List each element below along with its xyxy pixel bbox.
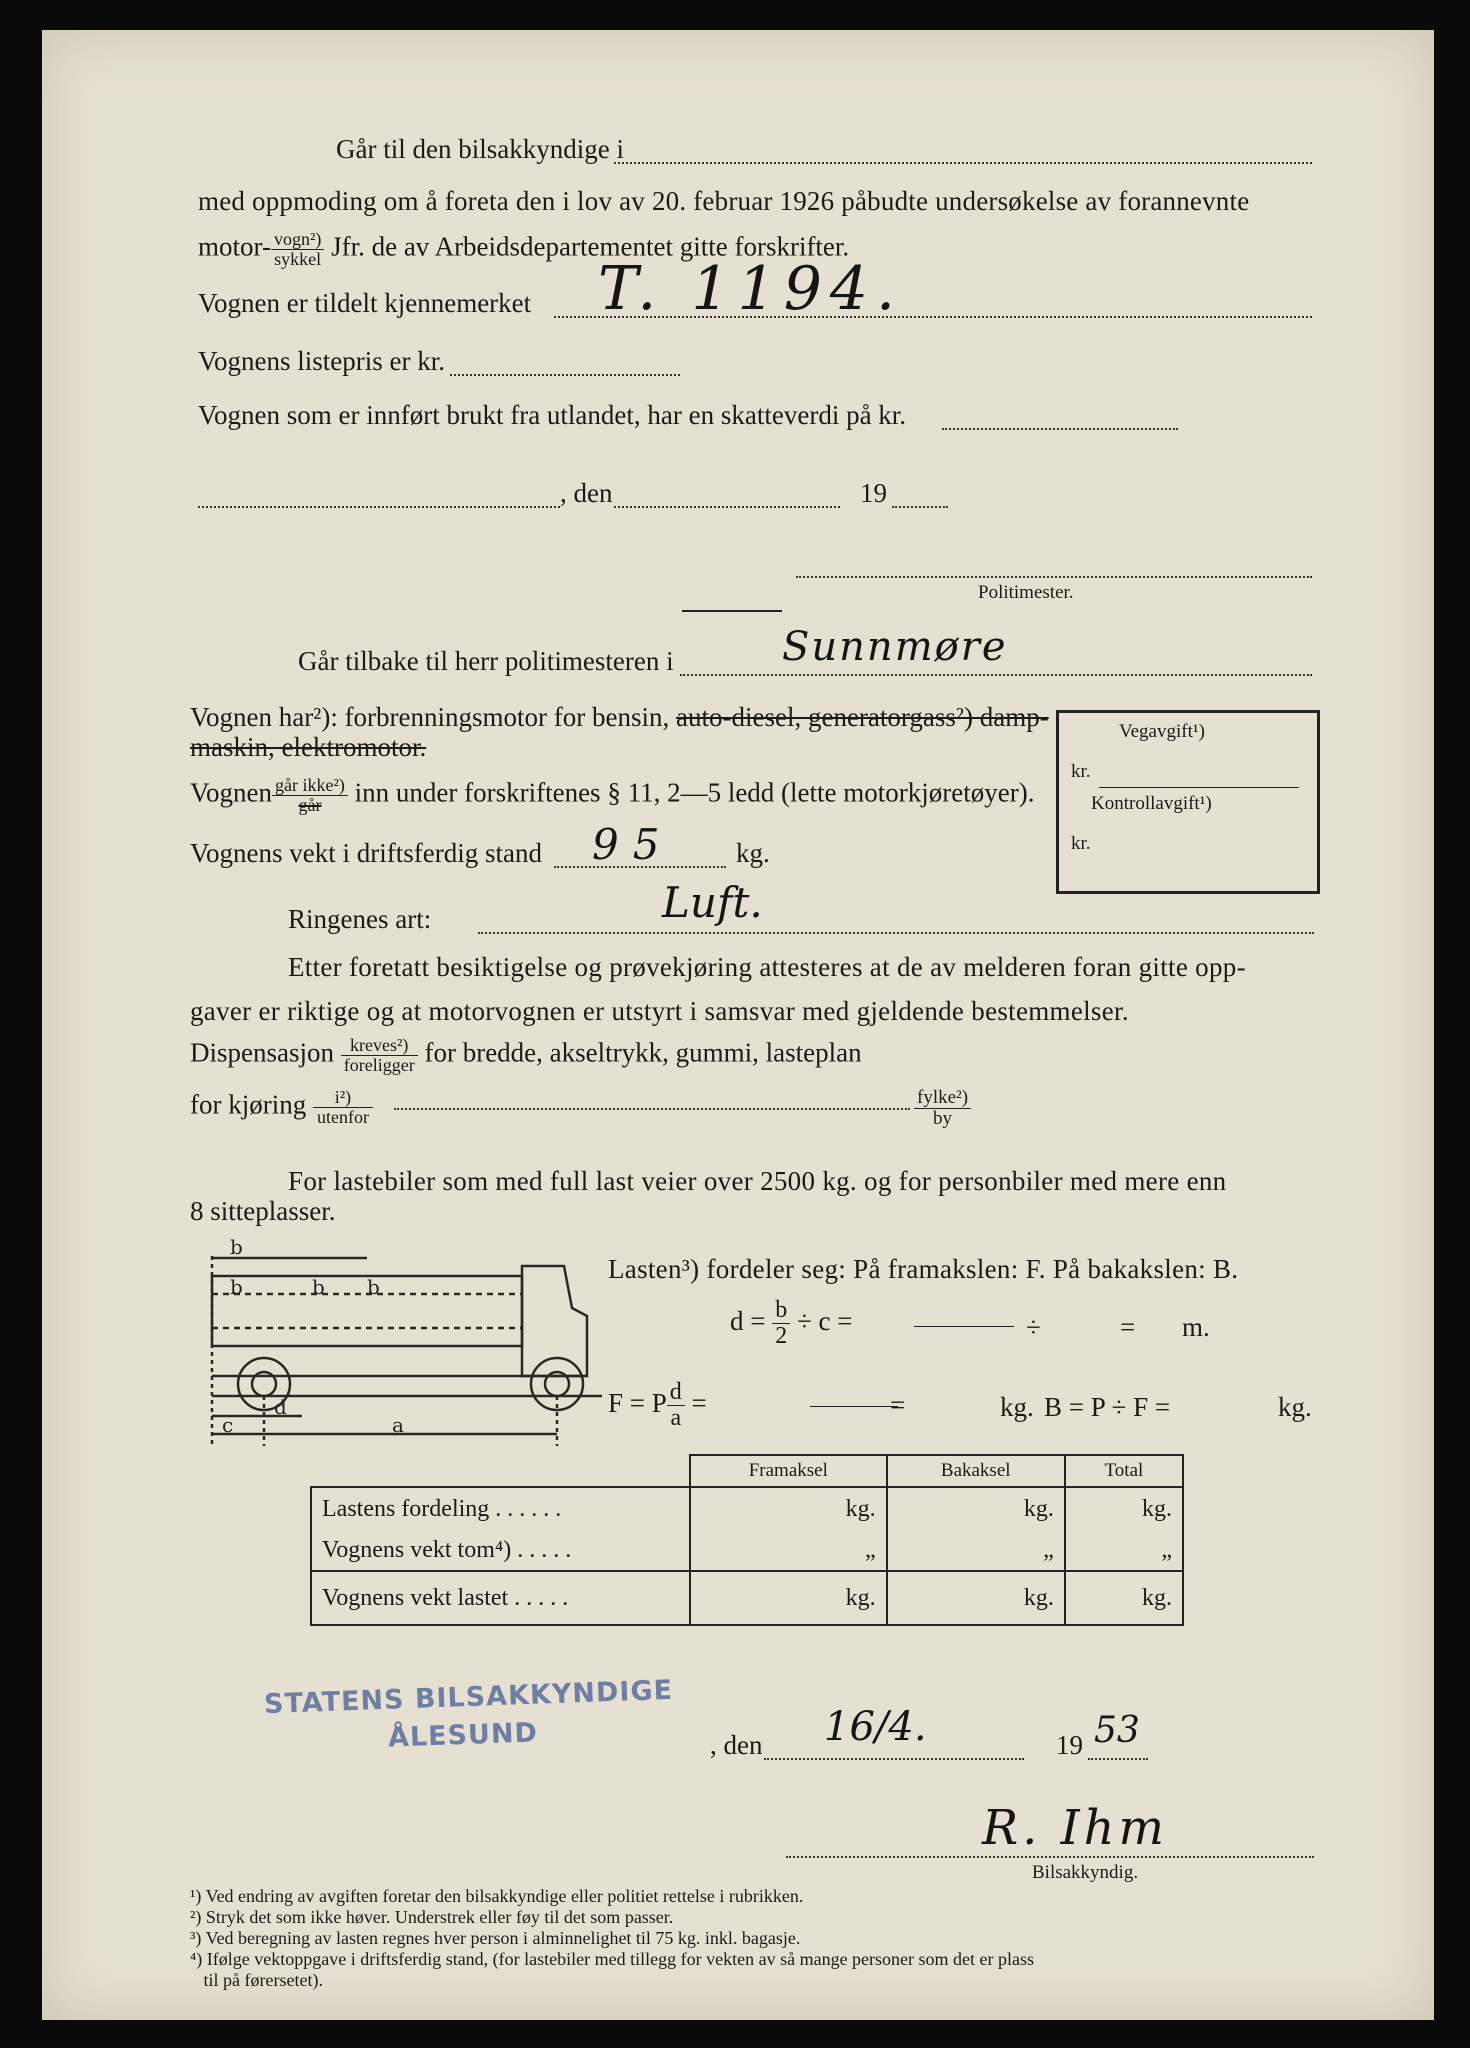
- disp-line: [190, 1036, 862, 1075]
- fill-line-signature: [786, 1856, 1314, 1858]
- gar-rest: inn under forskriftenes § 11, 2—5 ledd (lette motorkjøretøyer).: [354, 777, 1035, 808]
- fill-line-date-2: [764, 1758, 1024, 1760]
- kjoring-num: i²): [313, 1088, 373, 1108]
- fill-line-politimester-sign: [796, 576, 1312, 578]
- politimester-caption: Politimester.: [978, 582, 1074, 603]
- gar-prefix: Vognen: [190, 777, 273, 808]
- motor-den: sykkel: [274, 248, 322, 269]
- signature: R. Ihm: [982, 1800, 1169, 1856]
- table-row-label: Vognens vekt lastet . . . . .: [311, 1571, 690, 1625]
- footnote-4: ⁴) Ifølge vektoppgave i driftsferdig stand, (for lastebiler med tillegg for vekten av så mange personer som det er plass: [190, 1949, 1035, 1969]
- kontrollavgift-kr: kr.: [1071, 833, 1091, 854]
- lasten-line: Lasten³) fordeler seg: På framakslen: F. På bakakslen: B.: [608, 1254, 1239, 1284]
- footnote-2: ²) Stryk det som ikke høver. Understrek eller føy til det som passer.: [190, 1907, 674, 1927]
- fill-line-year: [892, 506, 948, 508]
- diagram-label-b-half-3: b: [367, 1275, 380, 1299]
- disp-label: Dispensasjon: [190, 1037, 334, 1068]
- kjoring-fraction: [313, 1088, 373, 1127]
- fylke-fraction: [914, 1088, 971, 1129]
- table-row-label: Lastens fordeling . . . . . .: [311, 1487, 690, 1531]
- fill-line-listepris: [450, 374, 680, 376]
- fill-line-tilbake: [680, 674, 1312, 676]
- separator: [682, 610, 782, 612]
- table-row-label: Vognens vekt tom⁴) . . . . .: [311, 1531, 690, 1571]
- formula-d-post: ÷ c =: [796, 1305, 853, 1336]
- formula-d-over-a: [667, 1380, 685, 1431]
- den-label-1: , den: [560, 478, 613, 508]
- truck-cab: [522, 1266, 587, 1376]
- skatteverdi-label: Vognen som er innført brukt fra utlandet, har en skatteverdi på kr.: [198, 400, 907, 430]
- motor-fraction: [271, 230, 324, 269]
- formula-b-over-2: [772, 1298, 790, 1349]
- fill-line-place: [198, 506, 560, 508]
- diagram-label-c: c: [222, 1413, 234, 1437]
- table-header-blank: [311, 1455, 690, 1487]
- formula-b-kg: kg.: [1278, 1392, 1312, 1422]
- har-line-1: [190, 702, 1049, 733]
- diagram-label-b-top: b: [230, 1236, 243, 1259]
- table-cell: kg.: [690, 1487, 887, 1531]
- formula-d-eq: =: [1120, 1312, 1136, 1342]
- kjennemerke-value: T. 1194.: [598, 254, 904, 324]
- fill-line-skatteverdi: [942, 428, 1178, 430]
- ring-label: Ringenes art:: [288, 904, 432, 934]
- formula-f-eq: =: [691, 1387, 707, 1418]
- front-wheel: [531, 1358, 583, 1410]
- fill-line-kjoring: [394, 1108, 910, 1110]
- formula-d-blank-1: [914, 1326, 1014, 1327]
- truck-diagram: [192, 1236, 632, 1456]
- ring-value: Luft.: [662, 878, 763, 927]
- attest-line-2: gaver er riktige og at motorvognen er utstyrt i samsvar med gjeldende bestemmelser.: [190, 996, 1129, 1026]
- motor-num: vogn²): [271, 230, 324, 250]
- table-header-bakaksel: Bakaksel: [887, 1455, 1065, 1487]
- table-cell: kg.: [887, 1487, 1065, 1531]
- vegavgift-label: Vegavgift¹): [1119, 721, 1205, 742]
- motor-rest: Jfr. de av Arbeidsdepartementet gitte forskrifter.: [331, 231, 850, 262]
- bilsakkyndig-caption: Bilsakkyndig.: [1032, 1862, 1139, 1883]
- footnote-3: ³) Ved beregning av lasten regnes hver person i alminnelighet til 75 kg. inkl. bagasje.: [190, 1928, 801, 1948]
- fylke-num: fylke²): [914, 1088, 971, 1109]
- fill-line-year-2: [1088, 1758, 1148, 1760]
- stamp-line-2: ÅLESUND: [387, 1717, 539, 1754]
- table-cell: kg.: [1065, 1487, 1183, 1531]
- formula-d-minus: ÷: [1026, 1312, 1041, 1342]
- gar-num: går ikke²): [272, 776, 348, 796]
- load-table: [310, 1454, 1184, 1626]
- laste-line-2: 8 sitteplasser.: [190, 1196, 336, 1226]
- har-text-a: Vognen har²): forbrenningsmotor for bensin,: [190, 702, 676, 732]
- den-label-2: , den: [710, 1730, 763, 1760]
- formula-fa: a: [670, 1405, 682, 1432]
- kjoring-label: for kjøring: [190, 1089, 307, 1120]
- formula-b-eq: B = P ÷ F =: [1044, 1392, 1171, 1422]
- vekt-unit: kg.: [736, 838, 770, 868]
- gar-line: [190, 776, 1034, 815]
- fylke-fraction-wrap: [914, 1088, 971, 1129]
- vekt-label: Vognens vekt i driftsferdig stand: [190, 838, 542, 868]
- table-cell: kg.: [690, 1571, 887, 1625]
- formula-d-pre: d =: [730, 1305, 766, 1336]
- fill-line-date: [614, 506, 840, 508]
- avgift-box: [1056, 710, 1320, 894]
- har-line-2-struck: maskin, elektromotor.: [190, 732, 427, 762]
- disp-fraction: [341, 1036, 418, 1075]
- year-label-1: 19: [860, 478, 887, 508]
- disp-den: foreligger: [343, 1054, 415, 1075]
- formula-f-eq2: =: [890, 1390, 906, 1420]
- form-sheet: [42, 30, 1434, 2020]
- table-cell: kg.: [887, 1571, 1065, 1625]
- tilbake-label: Går tilbake til herr politimesteren i: [298, 646, 674, 676]
- kontrollavgift-label: Kontrollavgift¹): [1091, 793, 1212, 814]
- table-row: [311, 1487, 1183, 1531]
- formula-b: b: [772, 1298, 790, 1324]
- motor-prefix: motor-: [198, 231, 271, 262]
- stamp-line-1: STATENS BILSAKKYNDIGE: [263, 1674, 674, 1721]
- year-value: 53: [1094, 1710, 1140, 1751]
- formula-d-unit: m.: [1182, 1312, 1210, 1342]
- table-header-total: Total: [1065, 1455, 1183, 1487]
- year-label-2: 19: [1056, 1730, 1083, 1760]
- table-cell: kg.: [1065, 1571, 1183, 1625]
- formula-f-blank: [810, 1406, 898, 1407]
- gar-fraction: [272, 776, 348, 815]
- table-header-framaksel: Framaksel: [690, 1455, 887, 1487]
- disp-rest: for bredde, akseltrykk, gummi, lasteplan: [424, 1037, 862, 1068]
- table-header-row: [311, 1455, 1183, 1487]
- line-gar-til: Går til den bilsakkyndige i: [336, 134, 624, 164]
- fill-line-ring: [478, 932, 1314, 934]
- table-row: [311, 1531, 1183, 1571]
- kjoring-den: utenfor: [316, 1106, 369, 1127]
- kjennemerke-label: Vognen er tildelt kjennemerket: [198, 288, 532, 318]
- formula-d: [730, 1298, 853, 1349]
- vegavgift-line: [1099, 787, 1299, 788]
- vegavgift-kr: kr.: [1071, 761, 1091, 782]
- date-value: 16/4.: [824, 1704, 927, 1750]
- formula-f-kg: kg.: [1000, 1392, 1034, 1422]
- tilbake-value: Sunnmøre: [782, 624, 1008, 670]
- table-cell: „: [887, 1531, 1065, 1571]
- formula-f: [608, 1380, 707, 1431]
- gar-den: går: [298, 794, 322, 815]
- formula-fd: d: [667, 1380, 685, 1406]
- kjoring-line: [190, 1088, 373, 1127]
- disp-num: kreves²): [341, 1036, 418, 1056]
- vekt-value: 95: [592, 820, 674, 869]
- laste-line-1: For lastebiler som med full last veier over 2500 kg. og for personbiler med mere enn: [288, 1166, 1227, 1196]
- table-cell: „: [1065, 1531, 1183, 1571]
- har-text-b-struck: auto-diesel, generatorgass²) damp-: [676, 702, 1049, 732]
- table-row: [311, 1571, 1183, 1625]
- diagram-label-d: d: [274, 1395, 287, 1419]
- footnote-1: ¹) Ved endring av avgiften foretar den bilsakkyndige eller politiet rettelse i rubrikken.: [190, 1886, 804, 1906]
- formula-f-pre: F = P: [608, 1387, 667, 1418]
- footnote-4-cont: til på førersetet).: [190, 1970, 323, 1990]
- diagram-label-b-half-1: b: [230, 1275, 243, 1299]
- diagram-label-b-half-2: b: [312, 1275, 325, 1299]
- table-cell: „: [690, 1531, 887, 1571]
- fylke-den: by: [933, 1107, 953, 1129]
- diagram-label-a: a: [392, 1413, 404, 1437]
- line-oppmoding: med oppmoding om å foreta den i lov av 20. februar 1926 påbudte undersøkelse av forannevnte: [198, 186, 1250, 216]
- fill-line-bilsakkyndige: [614, 162, 1312, 164]
- formula-2: 2: [775, 1323, 788, 1350]
- listepris-label: Vognens listepris er kr.: [198, 346, 445, 376]
- attest-line-1: Etter foretatt besiktigelse og prøvekjøring attesteres at de av melderen foran gitte opp-: [288, 952, 1246, 982]
